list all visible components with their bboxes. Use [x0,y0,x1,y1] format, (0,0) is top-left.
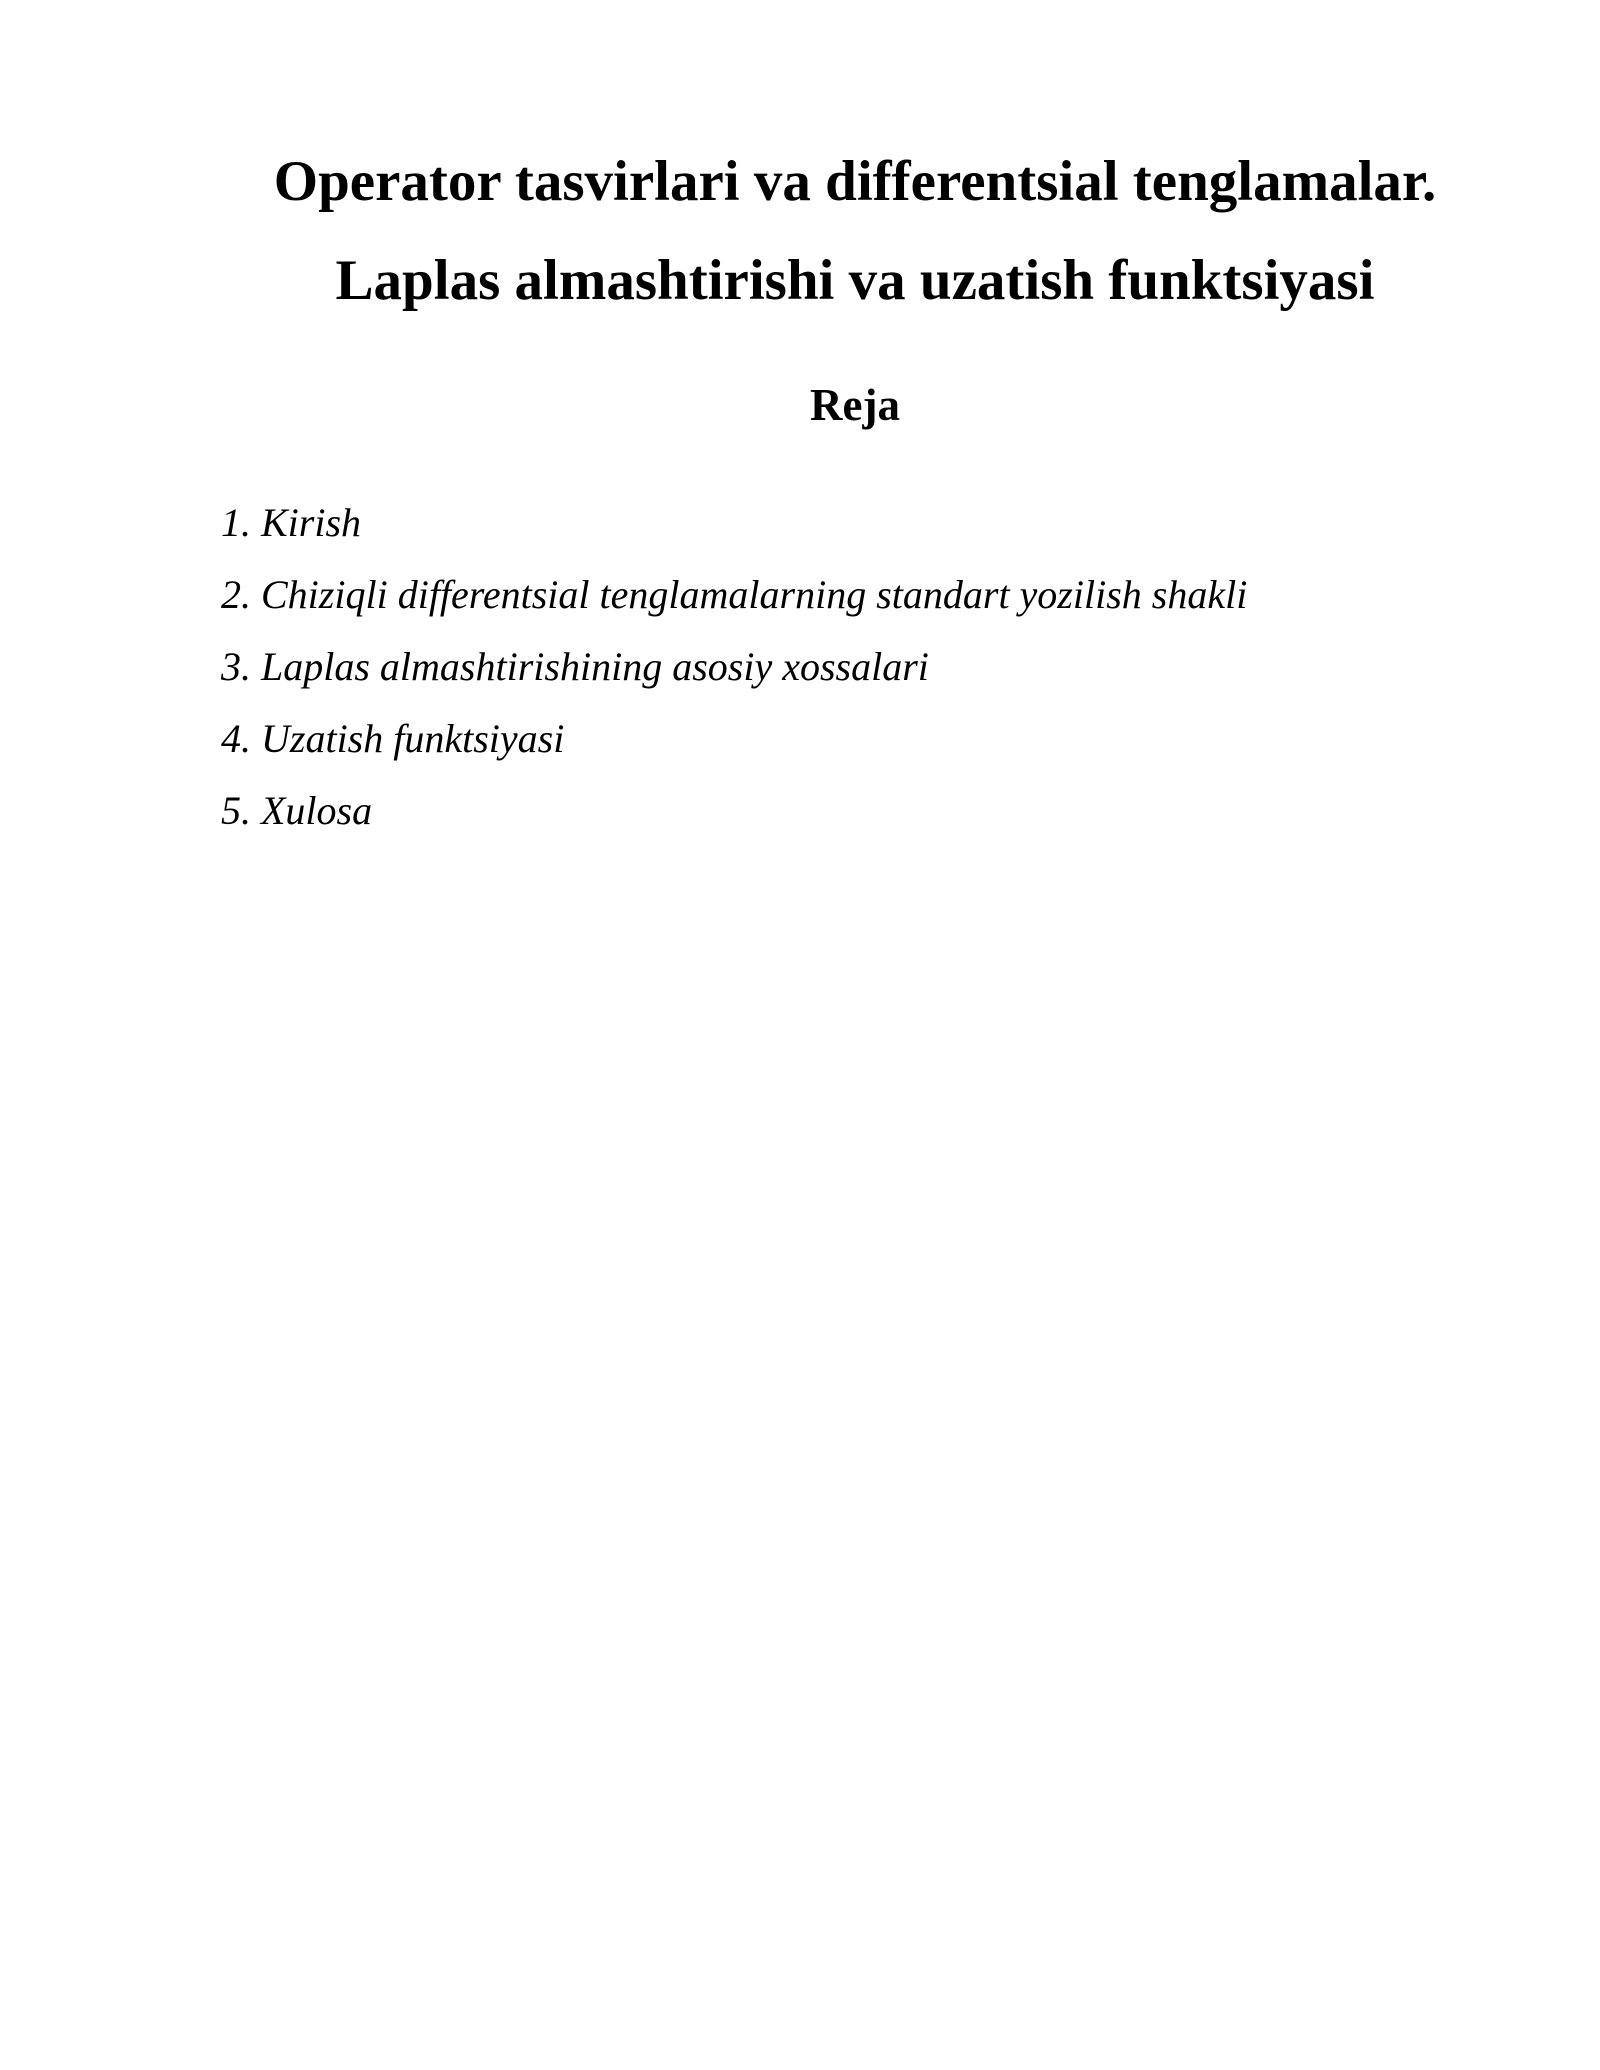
plan-item-conclusion: 5. Xulosa [221,788,373,833]
plan-item-introduction: 1. Kirish [221,500,362,545]
document-title-line-1: Operator tasvirlari va differentsial tenglamalar. [273,150,1437,213]
plan-heading: Reja [810,380,900,430]
plan-item-laplas-properties: 3. Laplas almashtirishining asosiy xossalari [221,644,929,689]
plan-list [221,487,1247,847]
plan-item-standard-form: 2. Chiziqli differentsial tenglamalarning standart yozilish shakli [221,572,1248,617]
plan-item-transfer-function: 4. Uzatish funktsiyasi [221,716,565,761]
document-title-line-2: Laplas almashtirishi va uzatish funktsiyasi [335,249,1375,312]
